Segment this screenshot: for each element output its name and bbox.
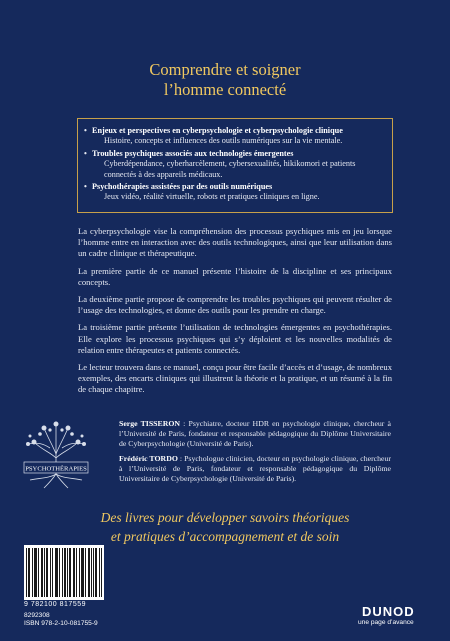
cover-title — [0, 60, 450, 100]
barcode-bar — [34, 548, 35, 597]
barcode-bar — [73, 548, 74, 597]
barcode-bar — [70, 548, 71, 597]
summary-item — [84, 182, 384, 203]
paragraph: La deuxième partie propose de comprendre les troubles psychiques qui peuvent résulter de l’usage des technologies, et donne des outils pour les prendre en charge. — [78, 294, 392, 316]
barcode-bar — [69, 548, 70, 597]
barcode-bar — [88, 548, 89, 597]
summary-item — [84, 126, 384, 147]
barcode-bar — [101, 548, 102, 597]
title-line-2: l’homme connecté — [163, 80, 287, 99]
barcode-bar — [42, 548, 43, 597]
barcode-bar — [38, 548, 39, 597]
isbn: ISBN 978-2-10-081755-9 — [24, 620, 98, 627]
barcode-bar — [74, 548, 75, 597]
paragraph: Le lecteur trouvera dans ce manuel, conçu pour être facile d’accès et d’usage, de nombreux exemples, des encarts cliniques qui illustrent la théorie et la pratique, et un résumé à la fin de chaque chapitre. — [78, 362, 392, 395]
barcode-bar — [96, 548, 97, 597]
barcode-bar — [83, 548, 84, 597]
author-bio — [119, 454, 391, 484]
description-text — [78, 226, 392, 402]
summary-heading: Troubles psychiques associés aux technologies émergentes — [92, 148, 294, 158]
barcode-bar — [41, 548, 42, 597]
barcode-bar — [59, 548, 60, 597]
barcode-icon — [24, 545, 104, 600]
barcode-bar — [35, 548, 36, 597]
publisher-logo: DUNOD — [362, 604, 415, 619]
product-codes — [24, 612, 98, 628]
product-code: 8292308 — [24, 612, 50, 619]
paragraph: La troisième partie présente l’utilisation de technologies émergentes en psychothérapies. Elle explore les processus psychiques qui s’y déploient et les nouvelles modalités de relation entre thérapeutes et patients connectés. — [78, 322, 392, 355]
slogan-line-1: Des livres pour développer savoirs théoriques — [100, 510, 350, 525]
summary-heading: Enjeux et perspectives en cyberpsychologie et cyberpsychologie clinique — [92, 126, 343, 135]
barcode-bar — [64, 548, 65, 597]
barcode-bar — [28, 548, 29, 597]
paragraph: La cyberpsychologie vise la compréhension des processus psychiques mis en jeu lorsque l’homme entre en interaction avec des outils technologiques, ainsi que leur utilisation dans un cadre clinique et thérapeutique. — [78, 226, 392, 259]
contents-summary-box — [77, 118, 393, 213]
publisher-tagline: une page d’avance — [358, 619, 414, 626]
barcode-bar — [67, 548, 68, 597]
tree-logo-icon — [20, 418, 92, 494]
barcode-bar — [62, 548, 63, 597]
summary-text: Cyberdépendance, cyberharcèlement, cybersexualités, hikikomori et patients connectés à des appareils médicaux. — [104, 159, 356, 179]
barcode-bar — [89, 548, 90, 597]
author-name: Serge TISSERON — [119, 419, 181, 428]
barcode-bar — [99, 548, 100, 597]
author-bios — [119, 419, 391, 490]
barcode-bar — [29, 548, 30, 597]
barcode-bar — [82, 548, 83, 597]
summary-text: Jeux vidéo, réalité virtuelle, robots et pratiques cliniques en ligne. — [104, 192, 320, 202]
barcode-number: 9 782100 817559 — [24, 601, 86, 608]
summary-heading: Psychothérapies assistées par des outils numériques — [92, 182, 273, 192]
bullet-icon: • — [84, 148, 87, 158]
barcode-bar — [46, 548, 47, 597]
barcode-bar — [55, 548, 56, 597]
author-description: : Psychologue clinicien, docteur en psychologie clinique, chercheur à l’Université de Paris, fondateur et responsable pédagogique du Diplôme Universitaire de Cyberpsychologie (Université de Paris). — [119, 454, 391, 484]
barcode-bar — [81, 548, 82, 597]
series-slogan — [0, 508, 450, 546]
author-name: Frédéric TORDO — [119, 454, 178, 464]
barcode-bar — [26, 548, 27, 597]
barcode-bar — [47, 548, 48, 597]
summary-item — [84, 148, 384, 180]
bullet-icon: • — [84, 182, 87, 192]
summary-text: Histoire, concepts et influences des outils numériques sur la vie mentale. — [104, 136, 343, 146]
logo-label: PSYCHOTHÉRAPIES — [25, 465, 87, 473]
author-bio — [119, 419, 391, 449]
barcode-bar — [76, 548, 77, 597]
title-line-1: Comprendre et soigner — [149, 60, 301, 79]
barcode-bar — [95, 548, 96, 597]
bullet-icon: • — [84, 126, 87, 135]
slogan-line-2: et pratiques d’accompagnement et de soin — [110, 529, 340, 544]
author-description: : Psychiatre, docteur HDR en psychologie clinique, chercheur à l’Université de Paris, fondateur et responsable pédagogique du Diplôme Universitaire de Cyberpsychologie (Université de Paris). — [119, 419, 391, 449]
barcode-bar — [36, 548, 37, 597]
barcode-bar — [56, 548, 57, 597]
barcode-bar — [79, 548, 80, 597]
barcode-bar — [85, 548, 86, 597]
barcode-bar — [52, 548, 53, 597]
barcode-bar — [91, 548, 92, 597]
barcode-bar — [93, 548, 94, 597]
barcode-bar — [50, 548, 51, 597]
barcode-bar — [57, 548, 58, 597]
barcode-bar — [65, 548, 66, 597]
barcode-bar — [32, 548, 33, 597]
barcode-bar — [44, 548, 45, 597]
paragraph: La première partie de ce manuel présente l’histoire de la discipline et ses principaux concepts. — [78, 265, 392, 287]
